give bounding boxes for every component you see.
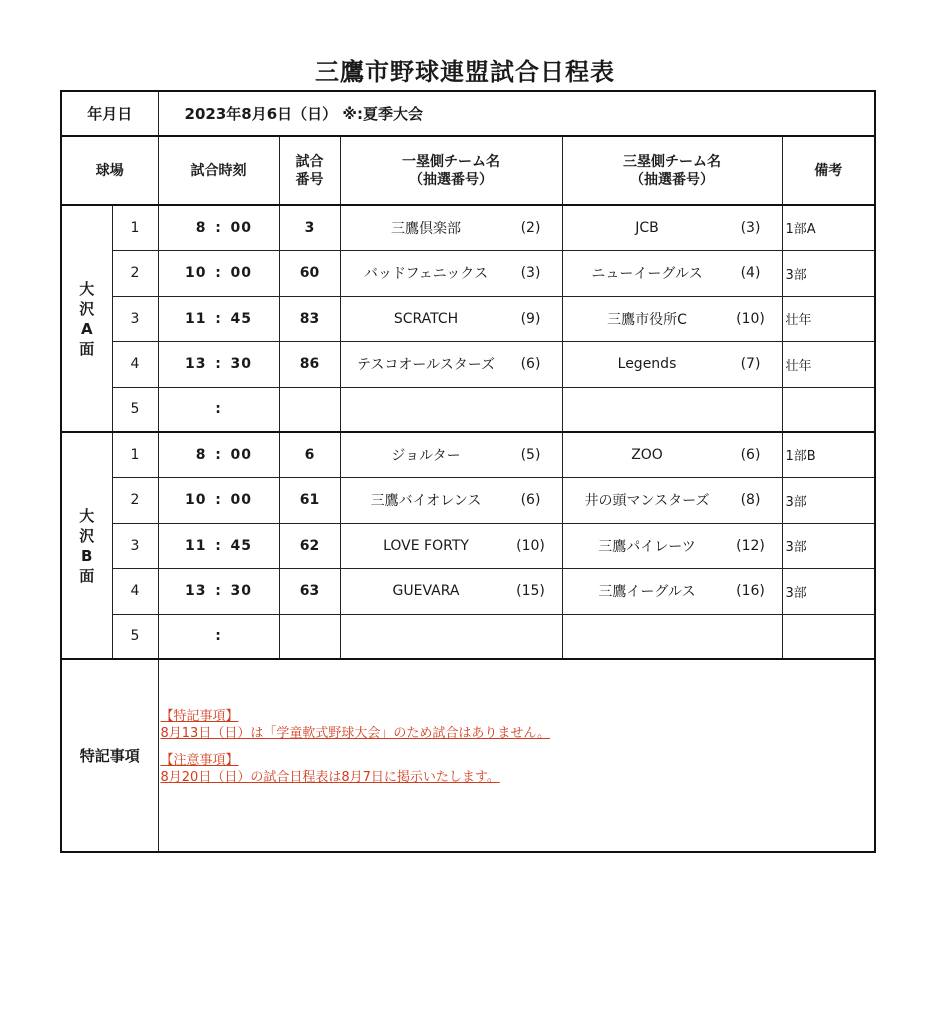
- draw-number: (7): [740, 356, 761, 372]
- game-time: [158, 250, 279, 296]
- slot-number: 5: [112, 387, 158, 432]
- third-base-team: [562, 523, 782, 568]
- team-name: [571, 388, 724, 432]
- slot-number: 3: [112, 523, 158, 568]
- first-base-team: [340, 477, 562, 523]
- team-name: 三鷹バイオレンス: [370, 493, 482, 509]
- field-name-char: 面: [79, 566, 95, 585]
- game-time: [158, 523, 279, 568]
- team-name: SCRATCH: [393, 310, 459, 327]
- header-team1-line1: 一塁側チーム名: [402, 153, 501, 170]
- team-name: LOVE FORTY: [383, 537, 469, 554]
- third-base-team: [562, 341, 782, 387]
- time-hour: 13: [185, 583, 207, 599]
- table-row: [61, 296, 875, 341]
- header-game-no: [279, 136, 340, 205]
- team-name: GUEVARA: [392, 583, 460, 599]
- time-minute: 00: [230, 265, 252, 281]
- field-name-char: 面: [79, 339, 95, 358]
- special-notes-heading-2: 【注意事項】: [160, 753, 239, 768]
- slot-number: 3: [112, 296, 158, 341]
- header-game-no-line2: 番号: [295, 171, 324, 188]
- team-name: [349, 388, 504, 432]
- draw-number: (6): [520, 492, 541, 508]
- third-base-team: [562, 477, 782, 523]
- game-number: 6: [279, 432, 340, 477]
- time-hour: 11: [185, 537, 207, 554]
- special-notes-label: 特記事項: [61, 659, 158, 852]
- table-row: [61, 205, 875, 250]
- remarks: 3部: [782, 568, 875, 614]
- team-name: バッドフェニックス: [363, 266, 489, 282]
- header-team3: [562, 136, 782, 205]
- team-name: テスコオールスターズ: [356, 357, 496, 373]
- draw-number: [508, 388, 554, 432]
- draw-number: [728, 388, 774, 432]
- draw-number: [728, 615, 774, 659]
- field-name-char: 大: [79, 279, 95, 298]
- draw-number: (10): [516, 537, 545, 554]
- draw-number: (8): [740, 492, 761, 508]
- time-hour: 10: [185, 265, 207, 281]
- game-time: [158, 477, 279, 523]
- game-number: 3: [279, 205, 340, 250]
- header-team3-line1: 三塁側チーム名: [623, 153, 722, 170]
- time-minute: 45: [230, 310, 252, 327]
- slot-number: 2: [112, 477, 158, 523]
- draw-number: (10): [736, 310, 765, 327]
- field-name-char: B: [81, 546, 93, 565]
- remarks: 壮年: [782, 341, 875, 387]
- time-hour: 8: [195, 219, 207, 236]
- time-colon: :: [215, 628, 222, 645]
- time-colon: :: [215, 401, 222, 418]
- header-team1: [340, 136, 562, 205]
- first-base-team: [340, 205, 562, 250]
- team-name: 三鷹倶楽部: [391, 220, 462, 237]
- field-name-char: 沢: [79, 299, 95, 318]
- draw-number: (2): [520, 219, 541, 236]
- draw-number: (16): [736, 583, 765, 599]
- header-time: 試合時刻: [158, 136, 279, 205]
- schedule-table: [60, 90, 876, 853]
- table-row: [61, 614, 875, 659]
- first-base-team: [340, 341, 562, 387]
- game-number: 63: [279, 568, 340, 614]
- draw-number: (3): [520, 265, 541, 281]
- time-minute: 00: [230, 492, 252, 508]
- time-colon: :: [215, 583, 222, 599]
- game-number: 62: [279, 523, 340, 568]
- time-hour: 11: [185, 310, 207, 327]
- draw-number: (12): [736, 537, 765, 554]
- header-team3-line2: （抽選番号）: [630, 171, 715, 188]
- remarks: 3部: [782, 523, 875, 568]
- table-row: [61, 387, 875, 432]
- time-colon: :: [215, 310, 222, 327]
- field-name-char: A: [80, 319, 93, 338]
- table-row: [61, 432, 875, 477]
- third-base-team: [562, 568, 782, 614]
- slot-number: 5: [112, 614, 158, 659]
- table-row: [61, 477, 875, 523]
- team-name: JCB: [635, 219, 659, 236]
- field-name-char: 沢: [79, 526, 95, 545]
- slot-number: 4: [112, 341, 158, 387]
- game-time: [158, 614, 279, 659]
- team-name: 三鷹市役所C: [607, 311, 687, 328]
- time-colon: :: [215, 537, 222, 554]
- third-base-team: [562, 614, 782, 659]
- table-row: [61, 523, 875, 568]
- team-name: [571, 615, 724, 659]
- slot-number: 4: [112, 568, 158, 614]
- third-base-team: [562, 205, 782, 250]
- table-row: [61, 568, 875, 614]
- game-number: 60: [279, 250, 340, 296]
- team-name: ZOO: [631, 446, 663, 463]
- special-notes-heading-1: 【特記事項】: [160, 709, 239, 724]
- time-hour: 8: [195, 446, 207, 463]
- remarks: [782, 387, 875, 432]
- header-field: 球場: [61, 136, 158, 205]
- team-name: ニューイーグルス: [591, 266, 703, 282]
- game-time: [158, 296, 279, 341]
- slot-number: 1: [112, 205, 158, 250]
- draw-number: (4): [740, 265, 761, 281]
- time-colon: :: [215, 356, 222, 372]
- time-hour: 10: [185, 492, 207, 508]
- slot-number: 2: [112, 250, 158, 296]
- slot-number: 1: [112, 432, 158, 477]
- field-name: [61, 205, 112, 432]
- time-hour: 13: [185, 356, 207, 372]
- header-game-no-line1: 試合: [295, 153, 324, 170]
- team-name: [349, 615, 504, 659]
- first-base-team: [340, 432, 562, 477]
- field-name: [61, 432, 112, 659]
- draw-number: (15): [516, 583, 545, 599]
- team-name: ジョルター: [391, 447, 461, 464]
- field-name-char: 大: [79, 506, 95, 525]
- team-name: 三鷹イーグルス: [598, 584, 696, 600]
- game-time: [158, 341, 279, 387]
- first-base-team: [340, 296, 562, 341]
- game-number: 61: [279, 477, 340, 523]
- game-time: [158, 205, 279, 250]
- team-name: Legends: [617, 356, 677, 372]
- table-row: [61, 250, 875, 296]
- date-value: 2023年8月6日（日） ※:夏季大会: [158, 91, 875, 136]
- third-base-team: [562, 387, 782, 432]
- date-label: 年月日: [61, 91, 158, 136]
- draw-number: [508, 615, 554, 659]
- time-colon: :: [215, 265, 222, 281]
- header-team1-line2: （抽選番号）: [409, 171, 494, 188]
- team-name: 三鷹パイレーツ: [598, 538, 696, 555]
- time-minute: 00: [230, 446, 252, 463]
- time-minute: 30: [230, 356, 252, 372]
- page-title: 三鷹市野球連盟試合日程表: [315, 58, 615, 86]
- game-number: [279, 387, 340, 432]
- special-notes-line-1: 8月13日（日）は「学童軟式野球大会」のため試合はありません。: [160, 726, 551, 741]
- game-number: 86: [279, 341, 340, 387]
- draw-number: (3): [740, 219, 761, 236]
- remarks: 3部: [782, 250, 875, 296]
- draw-number: (9): [520, 310, 541, 327]
- remarks: 1部A: [782, 205, 875, 250]
- draw-number: (5): [520, 446, 541, 463]
- remarks: 1部B: [782, 432, 875, 477]
- game-time: [158, 568, 279, 614]
- third-base-team: [562, 250, 782, 296]
- time-minute: 00: [230, 219, 252, 236]
- time-minute: 45: [230, 537, 252, 554]
- table-row: [61, 341, 875, 387]
- time-minute: 30: [230, 583, 252, 599]
- special-notes-body: [158, 659, 875, 852]
- first-base-team: [340, 387, 562, 432]
- first-base-team: [340, 568, 562, 614]
- third-base-team: [562, 296, 782, 341]
- game-time: [158, 387, 279, 432]
- remarks: 3部: [782, 477, 875, 523]
- time-colon: :: [215, 492, 222, 508]
- time-colon: :: [215, 446, 222, 463]
- third-base-team: [562, 432, 782, 477]
- game-number: 83: [279, 296, 340, 341]
- team-name: 井の頭マンスターズ: [584, 493, 710, 509]
- header-notes: 備考: [782, 136, 875, 205]
- remarks: [782, 614, 875, 659]
- remarks: 壮年: [782, 296, 875, 341]
- first-base-team: [340, 614, 562, 659]
- game-number: [279, 614, 340, 659]
- draw-number: (6): [520, 356, 541, 372]
- first-base-team: [340, 523, 562, 568]
- game-time: [158, 432, 279, 477]
- special-notes-line-2: 8月20日（日）の試合日程表は8月7日に掲示いたします。: [160, 770, 500, 785]
- first-base-team: [340, 250, 562, 296]
- time-colon: :: [215, 219, 222, 236]
- draw-number: (6): [740, 446, 761, 463]
